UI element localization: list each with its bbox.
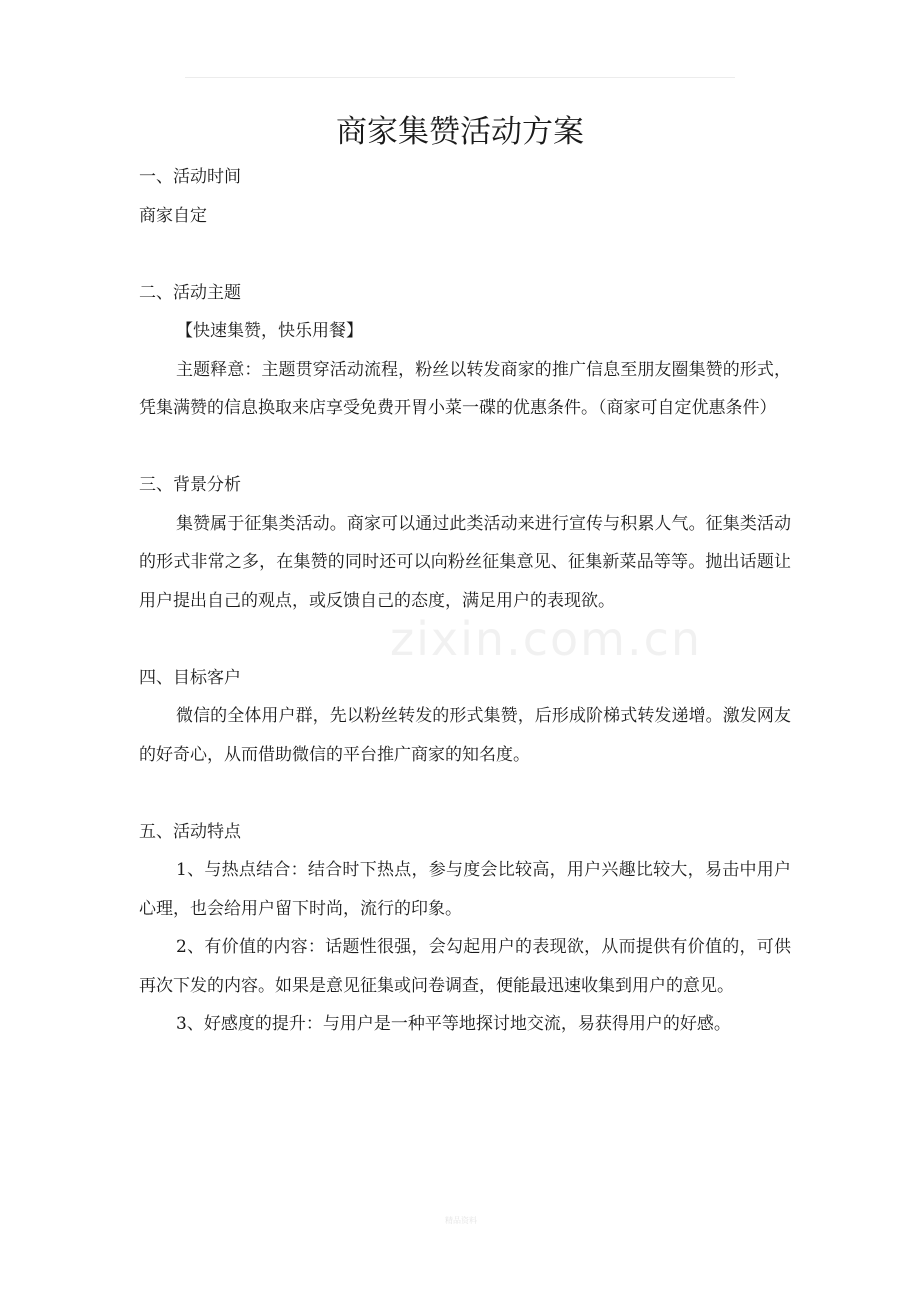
document-body	[139, 158, 791, 1044]
section-heading-theme: 二、活动主题	[139, 282, 241, 303]
section-heading-features: 五、活动特点	[139, 821, 241, 842]
theme-slogan: 【快速集赞，快乐用餐】	[176, 321, 363, 341]
section-gap	[139, 620, 791, 659]
section-body-target: 微信的全体用户群，先以粉丝转发的形式集赞，后形成阶梯式转发递增。激发网友的好奇心，从而借助微信的平台推广商家的知名度。	[139, 706, 791, 765]
feature-point-2: 2、有价值的内容：话题性很强，会勾起用户的表现欲，从而提供有价值的，可供再次下发的内容。如果是意见征集或问卷调查，便能最迅速收集到用户的意见。	[139, 937, 791, 996]
section-gap	[139, 428, 791, 467]
section-gap	[139, 774, 791, 813]
document-title: 商家集赞活动方案	[336, 114, 584, 150]
section-heading-background: 三、背景分析	[139, 475, 241, 495]
footer-mark: 精品资料	[445, 1216, 477, 1225]
feature-point-1: 1、与热点结合：结合时下热点，参与度会比较高，用户兴趣比较大，易击中用户心理，也会给用户留下时尚，流行的印象。	[139, 860, 791, 919]
header-rule	[185, 77, 735, 78]
section-body-time: 商家自定	[139, 205, 207, 226]
section-gap	[139, 235, 791, 274]
section-body-background: 集赞属于征集类活动。商家可以通过此类活动来进行宣传与积累人气。征集类活动的形式非常之多，在集赞的同时还可以向粉丝征集意见、征集新菜品等等。抛出话题让用户提出自己的观点，或反馈自己的态度，满足用户的表现欲。	[139, 513, 791, 611]
section-body-theme: 主题释意：主题贯穿活动流程，粉丝以转发商家的推广信息至朋友圈集赞的形式，凭集满赞的信息换取来店享受免费开胃小菜一碟的优惠条件。（商家可自定优惠条件）	[139, 359, 791, 418]
feature-point-3: 3、好感度的提升：与用户是一种平等地探讨地交流，易获得用户的好感。	[176, 1014, 731, 1034]
section-heading-time: 一、活动时间	[139, 167, 241, 187]
watermark: zixin.com.cn	[390, 612, 703, 666]
section-heading-target: 四、目标客户	[139, 667, 241, 688]
